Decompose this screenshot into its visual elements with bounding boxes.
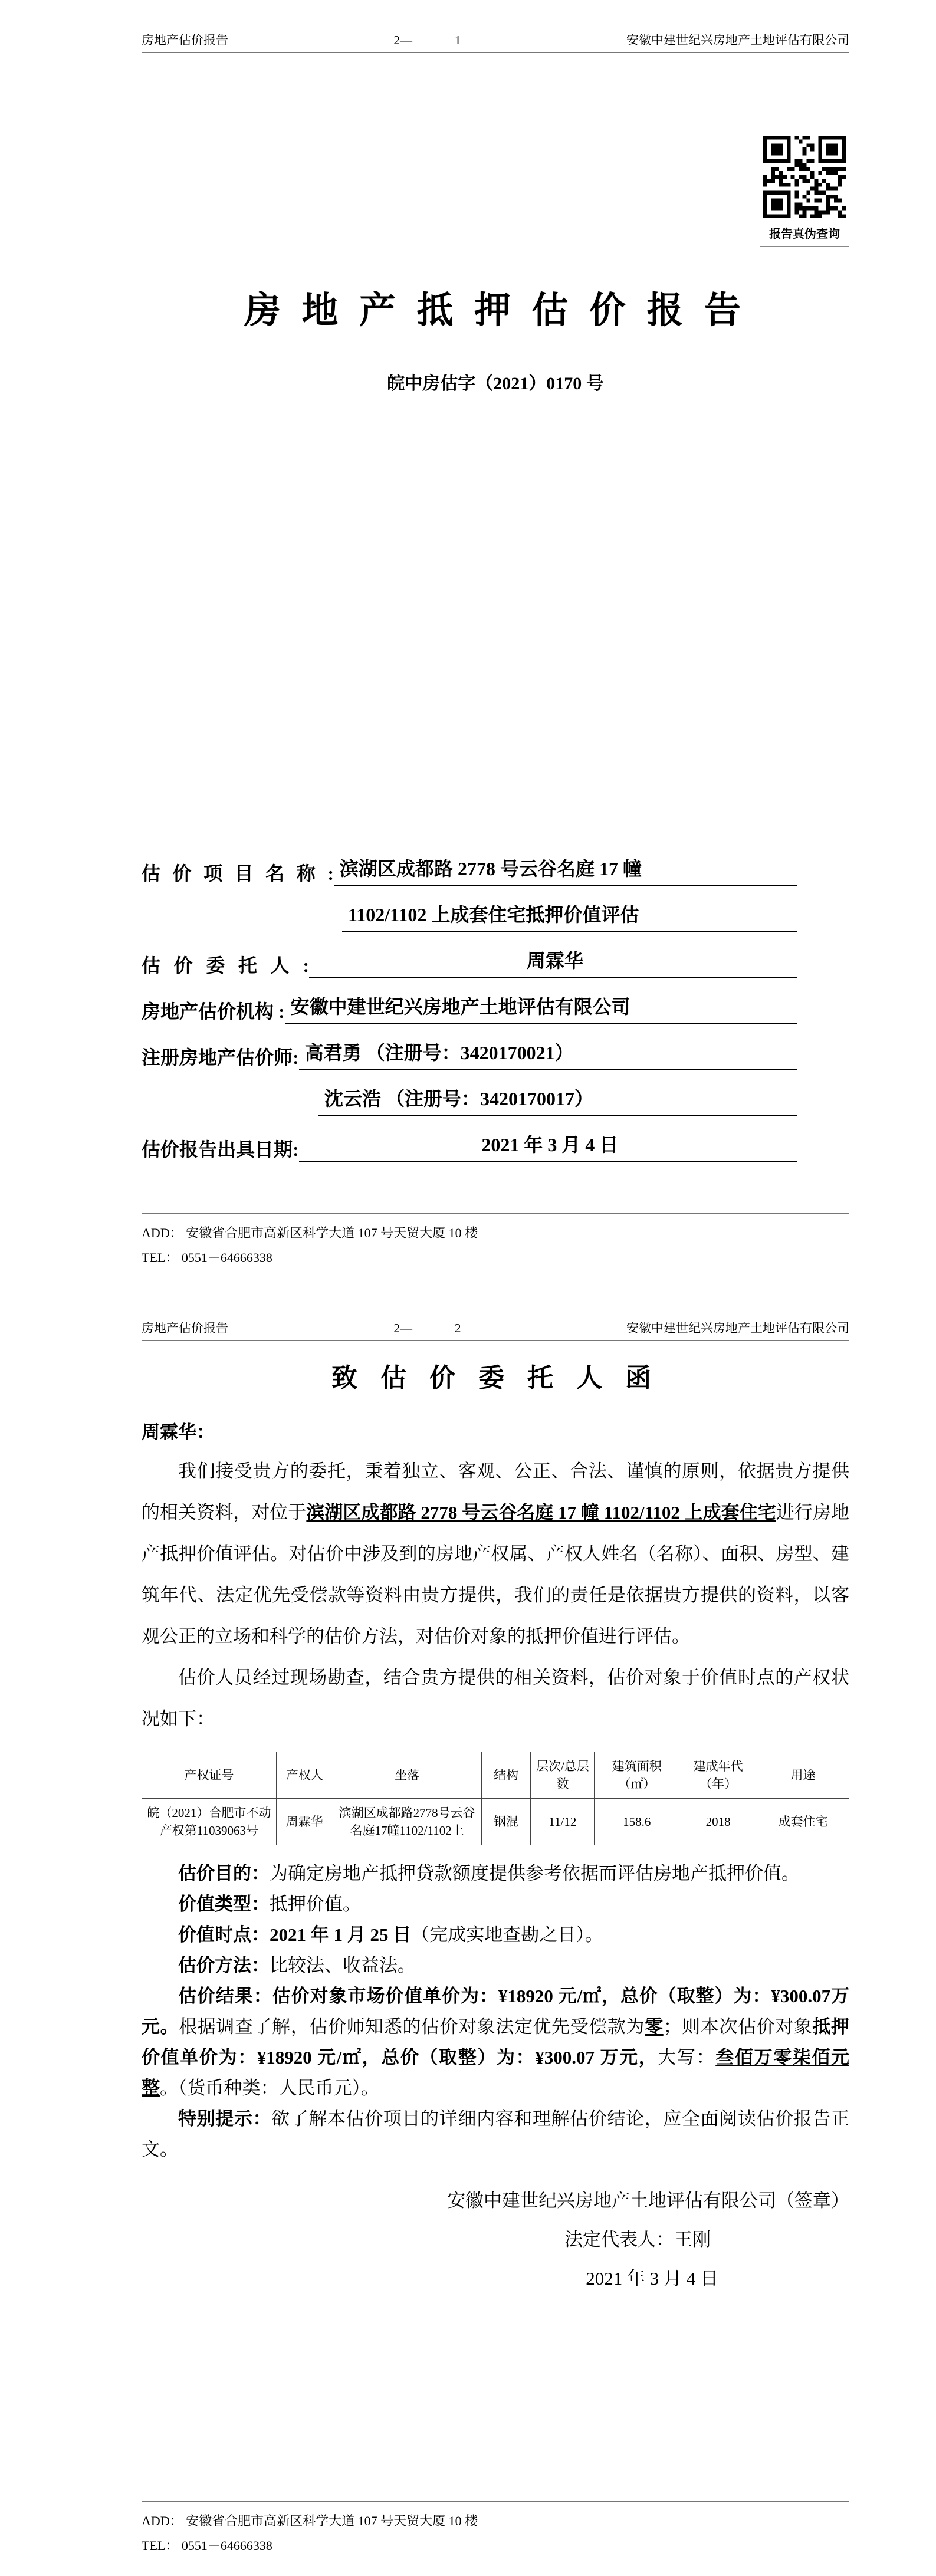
header-page-index: 1 [455, 33, 461, 47]
field-value-appraiser-2: 沈云浩 （注册号：3420170017） [318, 1084, 797, 1116]
footer-address: ADD： 安徽省合肥市高新区科学大道 107 号天贸大厦 10 楼 [142, 2513, 478, 2528]
item-value-date: 价值时点：2021 年 1 月 25 日（完成实地查勘之日）。 [178, 1924, 603, 1945]
valuation-items [142, 1858, 849, 2165]
letter-salutation: 周霖华： [142, 1422, 215, 1443]
table-cell-owner: 周霖华 [276, 1799, 333, 1845]
field-value-client: 周霖华 [309, 946, 797, 978]
table-cell-use: 成套住宅 [757, 1799, 849, 1845]
header-page-number [394, 1321, 461, 1336]
table-header-year: 建成年代（年） [679, 1752, 757, 1799]
form-row-appraiser-2 [142, 1070, 797, 1116]
table-header-structure: 结构 [481, 1752, 531, 1799]
table-header-owner: 产权人 [276, 1752, 333, 1799]
item-notice: 特别提示：欲了解本估价项目的详细内容和理解估价结论，应全面阅读估价报告正文。 [142, 2108, 850, 2160]
property-table [142, 1752, 849, 1845]
table-row [142, 1799, 849, 1845]
letter-title: 致 估 价 委 托 人 函 [331, 1363, 659, 1392]
table-cell-cert-no: 皖（2021）合肥市不动产权第11039063号 [142, 1799, 277, 1845]
table-cell-area: 158.6 [595, 1799, 679, 1845]
item-purpose: 估价目的：为确定房地产抵押贷款额度提供参考依据而评估房地产抵押价值。 [178, 1863, 800, 1884]
header-doc-type: 房地产估价报告 [142, 1321, 228, 1335]
footer-phone: TEL： 0551－64666338 [142, 2538, 272, 2553]
letter-paragraph-2: 估价人员经过现场勘查，结合贵方提供的相关资料，估价对象于价值时点的产权状况如下： [142, 1667, 849, 1729]
form-row-issue-date [142, 1116, 797, 1162]
letter-paragraph-1: 我们接受贵方的委托，秉着独立、客观、公正、合法、谨慎的原则，依据贵方提供的相关资料，对位于滨湖区成都路 2778 号云谷名庭 17 幢 1102/1102 上成套住宅进行房地产抵押价值评估。对估价中涉及到的房地产权属、产权人姓名（名称）、面积、房型、建筑年代、法定优先受偿款等资料由贵方提供，我们的责任是依据贵方提供的资料，以客观公正的立场和科学的估价方法，对估价对象的抵押价值进行评估。 [142, 1461, 850, 1647]
qr-code-icon [763, 136, 846, 218]
field-value-agency: 安徽中建世纪兴房地产土地评估有限公司 [285, 992, 797, 1024]
report-number: 皖中房估字（2021）0170 号 [387, 374, 604, 393]
page-2 [0, 1288, 936, 2576]
item-result: 估价结果：估价对象市场价值单价为：¥18920 元/㎡，总价（取整）为：¥300.07万元。根据调查了解，估价师知悉的估价对象法定优先受偿款为零；则本次估价对象抵押价值单价为：¥18920 元/㎡，总价（取整）为：¥300.07 万元，大写：叁佰万零柒佰元整。（货币种类：人民币元）。 [142, 1986, 850, 2098]
page-header [142, 1319, 849, 1341]
cover-form [142, 840, 849, 1162]
qr-block [760, 136, 849, 247]
footer-phone: TEL： 0551－64666338 [142, 1250, 272, 1265]
page-footer [142, 1213, 849, 1270]
form-row-client [142, 932, 797, 978]
signature-company: 安徽中建世纪兴房地产土地评估有限公司（签章） [447, 2190, 849, 2211]
header-page-prefix: 2— [393, 1321, 412, 1335]
table-header-floor: 层次/总层数 [531, 1752, 595, 1799]
header-page-index: 2 [455, 1321, 461, 1335]
header-company: 安徽中建世纪兴房地产土地评估有限公司 [626, 1321, 849, 1335]
header-doc-type: 房地产估价报告 [142, 33, 228, 47]
table-header-row [142, 1752, 849, 1799]
form-row-appraiser-1 [142, 1024, 797, 1070]
field-value-issue-date: 2021 年 3 月 4 日 [299, 1130, 797, 1162]
signature-block [142, 2185, 849, 2295]
field-label-agency: 房地产估价机构 : [142, 1001, 285, 1022]
field-label-issue-date: 估价报告出具日期: [142, 1139, 299, 1160]
report-title: 房 地 产 抵 押 估 价 报 告 [244, 291, 747, 331]
field-label-client: 估 价 委 托 人 : [142, 955, 309, 976]
signature-date: 2021 年 3 月 4 日 [586, 2268, 718, 2289]
table-cell-floor: 11/12 [531, 1799, 595, 1845]
table-header-use: 用途 [757, 1752, 849, 1799]
field-label-project: 估 价 项 目 名 称 : [142, 863, 334, 884]
item-value-type: 价值类型：抵押价值。 [178, 1894, 361, 1914]
page-header [142, 31, 849, 53]
footer-address: ADD： 安徽省合肥市高新区科学大道 107 号天贸大厦 10 楼 [142, 1225, 478, 1240]
form-row-agency [142, 978, 797, 1024]
table-header-cert-no: 产权证号 [142, 1752, 277, 1799]
header-page-number [394, 33, 461, 48]
item-method: 估价方法：比较法、收益法。 [178, 1955, 416, 1976]
table-cell-year: 2018 [679, 1799, 757, 1845]
field-value-project-line1: 滨湖区成都路 2778 号云谷名庭 17 幢 [334, 854, 797, 886]
header-company: 安徽中建世纪兴房地产土地评估有限公司 [626, 33, 849, 47]
field-value-project-line2: 1102/1102 上成套住宅抵押价值评估 [342, 900, 797, 932]
table-cell-location: 滨湖区成都路2778号云谷名庭17幢1102/1102上 [333, 1799, 481, 1845]
table-header-area: 建筑面积（㎡） [595, 1752, 679, 1799]
form-row-project-continued [142, 886, 797, 932]
field-label-appraiser: 注册房地产估价师: [142, 1047, 299, 1068]
signature-legal-rep: 法定代表人：王刚 [564, 2229, 711, 2250]
table-cell-structure: 钢混 [481, 1799, 531, 1845]
table-header-location: 坐落 [333, 1752, 481, 1799]
page-footer [142, 2501, 849, 2558]
field-value-appraiser-1: 高君勇 （注册号：3420170021） [299, 1038, 797, 1070]
qr-caption: 报告真伪查询 [760, 224, 849, 247]
header-page-prefix: 2— [393, 33, 412, 47]
property-table-wrap [142, 1752, 849, 1845]
form-row-project [142, 840, 797, 886]
